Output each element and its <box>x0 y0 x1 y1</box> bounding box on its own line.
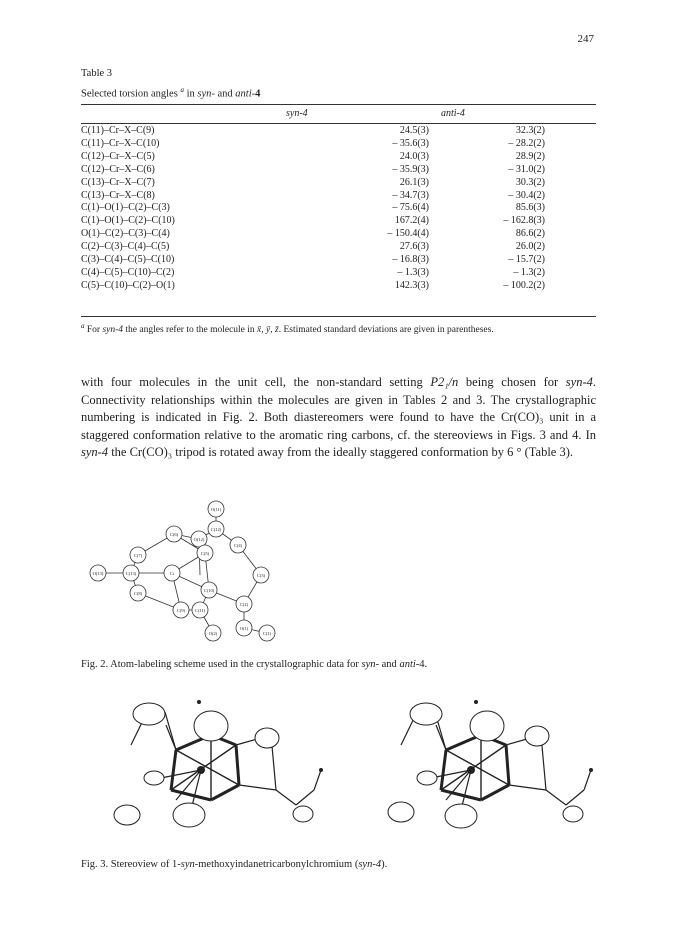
fig3-caption: Fig. 3. Stereoview of 1-syn-methoxyindanetricarbonylchromium (syn-4). <box>81 859 388 870</box>
syn-value: – 35.9(3) <box>392 163 429 175</box>
torsion-label: O(1)–C(2)–C(3)–C(4) <box>81 228 170 240</box>
torsion-label: C(2)–C(3)–C(4)–C(5) <box>81 241 170 253</box>
torsion-label: C(1)–O(1)–C(2)–C(10) <box>81 215 175 227</box>
anti-value: 28.9(2) <box>515 150 545 162</box>
table-row <box>81 280 596 293</box>
anti-value: 85.6(3) <box>515 202 545 214</box>
atom-label: O(13) <box>92 570 104 576</box>
atom-label: C(12) <box>210 526 222 532</box>
torsion-label: C(11)–Cr–X–C(10) <box>81 137 160 149</box>
torsion-label: C(12)–Cr–X–C(5) <box>81 150 155 162</box>
table-header-rule <box>81 123 596 124</box>
table-row <box>81 125 596 138</box>
anti-value: – 28.2(2) <box>508 137 545 149</box>
syn-value: 167.2(4) <box>394 215 429 227</box>
table-footnote: $^a$ For syn-4 the angles refer to the molecule in x̄, ȳ, z̄. Estimated standard deviations are given in parentheses. <box>81 322 494 336</box>
col-header-syn: syn-4 <box>286 108 308 119</box>
atom-label: C(8) <box>133 590 143 596</box>
torsion-label: C(4)–C(5)–C(10)–C(2) <box>81 266 175 278</box>
table-row <box>81 254 596 267</box>
torsion-label: C(1)–O(1)–C(2)–C(3) <box>81 202 170 214</box>
atom-label: C(10) <box>203 587 215 593</box>
table-header-row <box>81 108 596 122</box>
syn-value: – 150.4(4) <box>387 228 429 240</box>
atom-labeling-diagram <box>94 497 314 647</box>
stereo-view-left <box>114 700 323 827</box>
syn-value: 27.6(3) <box>399 241 429 253</box>
syn-value: – 1.3(3) <box>397 266 429 278</box>
atom-label: O(1) <box>239 625 249 631</box>
table-row <box>81 151 596 164</box>
anti-value: – 31.0(2) <box>508 163 545 175</box>
anti-value: – 162.8(3) <box>503 215 545 227</box>
fig2-caption: Fig. 2. Atom-labeling scheme used in the crystallographic data for syn- and anti-4. <box>81 659 428 670</box>
table-bottom-rule <box>81 316 596 317</box>
atom-label: C(2) <box>239 601 249 607</box>
table-row <box>81 202 596 215</box>
atom-label: C(9) <box>176 607 186 613</box>
table-row <box>81 241 596 254</box>
stereo-view-right <box>388 700 593 828</box>
table-row <box>81 177 596 190</box>
torsion-label: C(3)–C(4)–C(5)–C(10) <box>81 254 175 266</box>
anti-value: 32.3(2) <box>515 125 545 136</box>
atom-label: C(7) <box>133 552 143 558</box>
anti-value: – 100.2(2) <box>503 279 545 291</box>
anti-value: – 1.3(2) <box>513 266 545 278</box>
syn-value: – 34.7(3) <box>392 189 429 201</box>
anti-value: 26.0(2) <box>515 241 545 253</box>
torsion-label: C(12)–Cr–X–C(6) <box>81 163 155 175</box>
torsion-label: C(13)–Cr–X–C(8) <box>81 189 155 201</box>
torsion-label: C(11)–Cr–X–C(9) <box>81 125 155 136</box>
atom-label: C(11) <box>194 607 206 613</box>
table-row <box>81 164 596 177</box>
syn-value: 24.5(3) <box>399 125 429 136</box>
syn-value: – 75.6(4) <box>392 202 429 214</box>
atom-label: C(3) <box>256 572 266 578</box>
atom-label: O(12) <box>193 536 205 542</box>
torsion-label: C(5)–C(10)–C(2)–O(1) <box>81 279 175 291</box>
syn-value: 24.0(3) <box>399 150 429 162</box>
table-row <box>81 138 596 151</box>
anti-value: – 15.7(2) <box>508 254 545 266</box>
table-label: Table 3 <box>81 68 113 79</box>
atom-label: C(13) <box>125 570 137 576</box>
syn-value: – 16.8(3) <box>392 254 429 266</box>
page-number: 247 <box>577 33 594 45</box>
torsion-label: C(13)–Cr–X–C(7) <box>81 176 155 188</box>
syn-value: 26.1(3) <box>399 176 429 188</box>
atom-label: O(2) <box>208 630 218 636</box>
anti-value: – 30.4(2) <box>508 189 545 201</box>
body-paragraph: with four molecules in the unit cell, the non-standard setting P2₁/n being chosen for syn-4. Connectivity relationships within the molecules are given in Tables 2 and 3. The crystallographic numbering is indicated in Fig. 2. Both diastereomers were found to have the Cr(CO)₃ unit in a staggered conformation relative to the aromatic ring carbons, cf. the stereoviews in Figs. 3 and 4. In syn-4 the Cr(CO)₃ tripod is rotated away from the ideally staggered conformation by 6 ° (Table 3). <box>81 375 596 459</box>
syn-value: 142.3(3) <box>394 279 429 291</box>
table-caption: Selected torsion angles $^a$ in syn- and anti-4 <box>81 86 261 100</box>
table-row <box>81 215 596 228</box>
atom-label: C(4) <box>233 542 243 548</box>
col-header-anti: anti-4 <box>441 108 465 119</box>
syn-value: – 35.6(3) <box>392 137 429 149</box>
atom-label: O(11) <box>210 506 222 512</box>
atom-label: C(6) <box>169 531 179 537</box>
table-row <box>81 190 596 203</box>
table-row <box>81 267 596 280</box>
atom-label: C(1) <box>262 630 272 636</box>
table-row <box>81 228 596 241</box>
stereoview-figure <box>81 690 601 850</box>
torsion-table <box>81 125 596 293</box>
anti-value: 86.6(2) <box>515 228 545 240</box>
anti-value: 30.3(2) <box>515 176 545 188</box>
atom-label: C(5) <box>200 550 210 556</box>
atom-label: Cr <box>169 570 175 576</box>
table-top-rule <box>81 104 596 105</box>
